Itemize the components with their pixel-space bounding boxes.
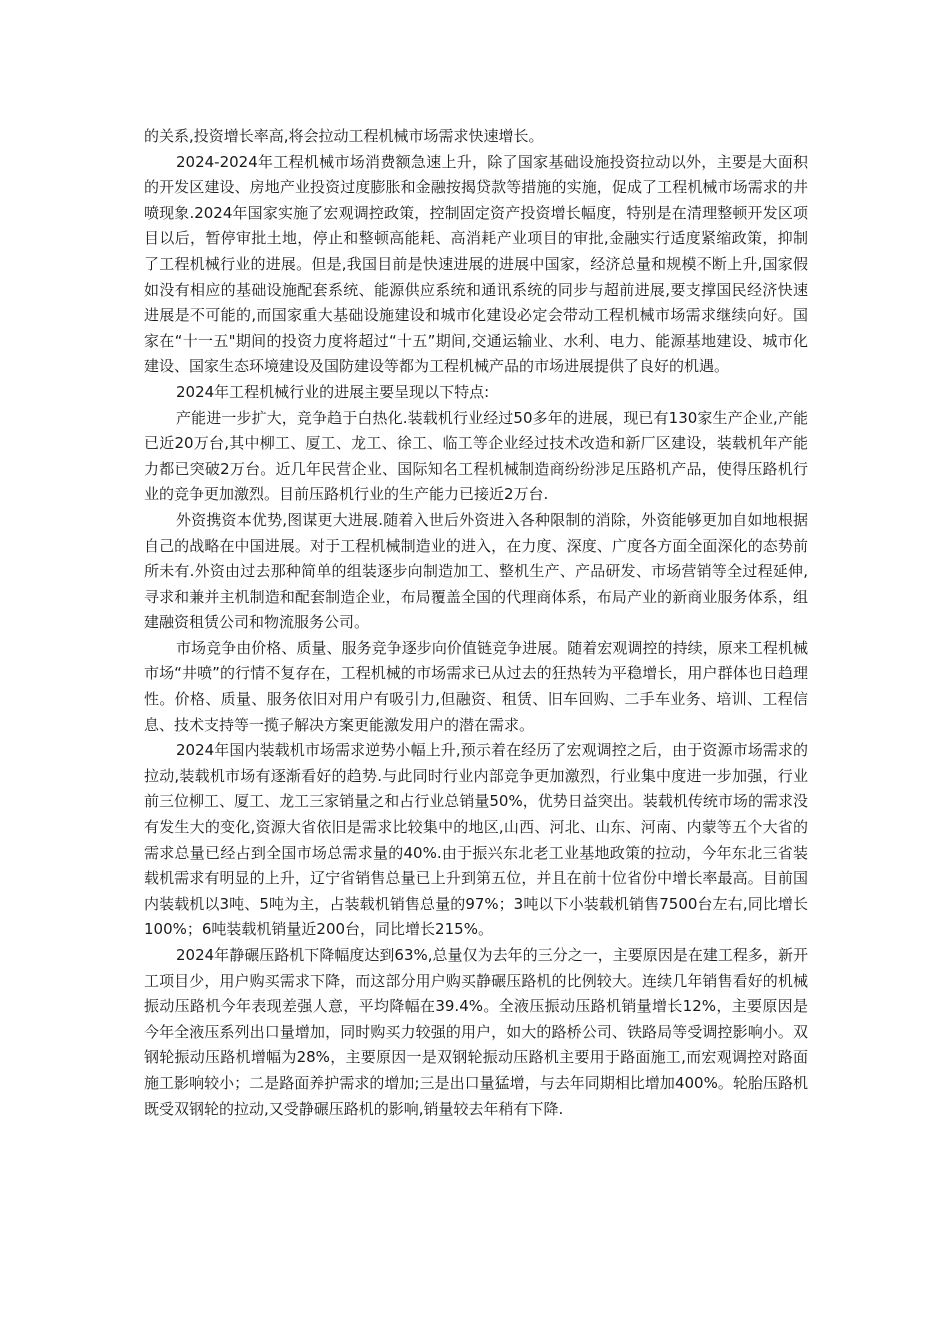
paragraph-loader-market: 2024年国内装载机市场需求逆势小幅上升,预示着在经历了宏观调控之后，由于资源市场需求的拉动,装载机市场有逐渐看好的趋势.与此同时行业内部竞争更加激烈，行业集中度进一步加强，行业前三位柳工、厦工、龙工三家销量之和占行业总销量50%，优势日益突出。装载机传统市场的需求没有发生大的变化,资源大省依旧是需求比较集中的地区,山西、河北、山东、河南、内蒙等五个大省的需求总量已经占到全国市场总需求量的40%.由于振兴东北老工业基地政策的拉动，今年东北三省装载机需求有明显的上升，辽宁省销售总量已上升到第五位，并且在前十位省份中增长率最高。目前国内装载机以3吨、5吨为主，占装载机销售总量的97%；3吨以下小装载机销售7500台左右,同比增长100%；6吨装载机销量近200台，同比增长215%。 xyxy=(144,741,808,939)
document-body xyxy=(144,124,808,1122)
paragraph-industry-features-intro: 2024年工程机械行业的进展主要呈现以下特点: xyxy=(176,382,490,401)
paragraph-continuation: 的关系,投资增长率高,将会拉动工程机械市场需求快速增长。 xyxy=(144,127,544,145)
paragraph-roller-market: 2024年静碾压路机下降幅度达到63%,总量仅为去年的三分之一，主要原因是在建工程多，新开工项目少，用户购买需求下降，而这部分用户购买静碾压路机的比例较大。连续几年销售看好的机械振动压路机今年表现差强人意，平均降幅在39.4%。全液压振动压路机销量增长12%，主要原因是今年全液压系列出口量增加，同时购买力较强的用户，如大的路桥公司、铁路局等受调控影响小。双钢轮振动压路机增幅为28%，主要原因一是双钢轮振动压路机主要用于路面施工,而宏观调控对路面施工影响较小；二是路面养护需求的增加;三是出口量猛增，与去年同期相比增加400%。轮胎压路机既受双钢轮的拉动,又受静碾压路机的影响,销量较去年稍有下降. xyxy=(144,946,808,1118)
paragraph-market-competition: 市场竞争由价格、质量、服务竞争逐步向价值链竞争进展。随着宏观调控的持续，原来工程机械市场“井喷”的行情不复存在，工程机械的市场需求已从过去的狂热转为平稳增长，用户群体也日趋理性。价格、质量、服务依旧对用户有吸引力,但融资、租赁、旧车回购、二手车业务、培训、工程信息、技术支持等一揽子解决方案更能激发用户的潜在需求。 xyxy=(144,638,808,734)
paragraph-market-consumption: 2024-2024年工程机械市场消费额急速上升，除了国家基础设施投资拉动以外，主要是大面积的开发区建设、房地产业投资过度膨胀和金融按揭贷款等措施的实施，促成了工程机械市场需求的井喷现象.2024年国家实施了宏观调控政策，控制固定资产投资增长幅度，特别是在清理整顿开发区项目以后，暂停审批土地，停止和整顿高能耗、高消耗产业项目的审批,金融实行适度紧缩政策，抑制了工程机械行业的进展。但是,我国目前是快速进展的进展中国家，经济总量和规模不断上升,国家假如没有相应的基础设施配套系统、能源供应系统和通讯系统的同步与超前进展,要支撑国民经济快速进展是不可能的,而国家重大基础设施建设和城市化建设必定会带动工程机械市场需求继续向好。国家在“十一五"期间的投资力度将超过“十五”期间,交通运输业、水利、电力、能源基地建设、城市化建设、国家生态环境建设及国防建设等都为工程机械产品的市场进展提供了良好的机遇。 xyxy=(144,152,808,376)
paragraph-capacity-expansion: 产能进一步扩大，竞争趋于白热化.装载机行业经过50多年的进展，现已有130家生产企业,产能已近20万台,其中柳工、厦工、龙工、徐工、临工等企业经过技术改造和新厂区建设，装载机年产能力都已突破2万台。近几年民营企业、国际知名工程机械制造商纷纷涉足压路机产品，使得压路机行业的竞争更加激烈。目前压路机行业的生产能力已接近2万台. xyxy=(144,408,808,504)
paragraph-foreign-capital: 外资携资本优势,图谋更大进展.随着入世后外资进入各种限制的消除，外资能够更加自如地根据自己的战略在中国进展。对于工程机械制造业的进入，在力度、深度、广度各方面全面深化的态势前所未有.外资由过去那种简单的组装逐步向制造加工、整机生产、产品研发、市场营销等全过程延伸,寻求和兼并主机制造和配套制造企业，布局覆盖全国的代理商体系，布局产业的新商业服务体系，组建融资租赁公司和物流服务公司。 xyxy=(144,510,808,632)
